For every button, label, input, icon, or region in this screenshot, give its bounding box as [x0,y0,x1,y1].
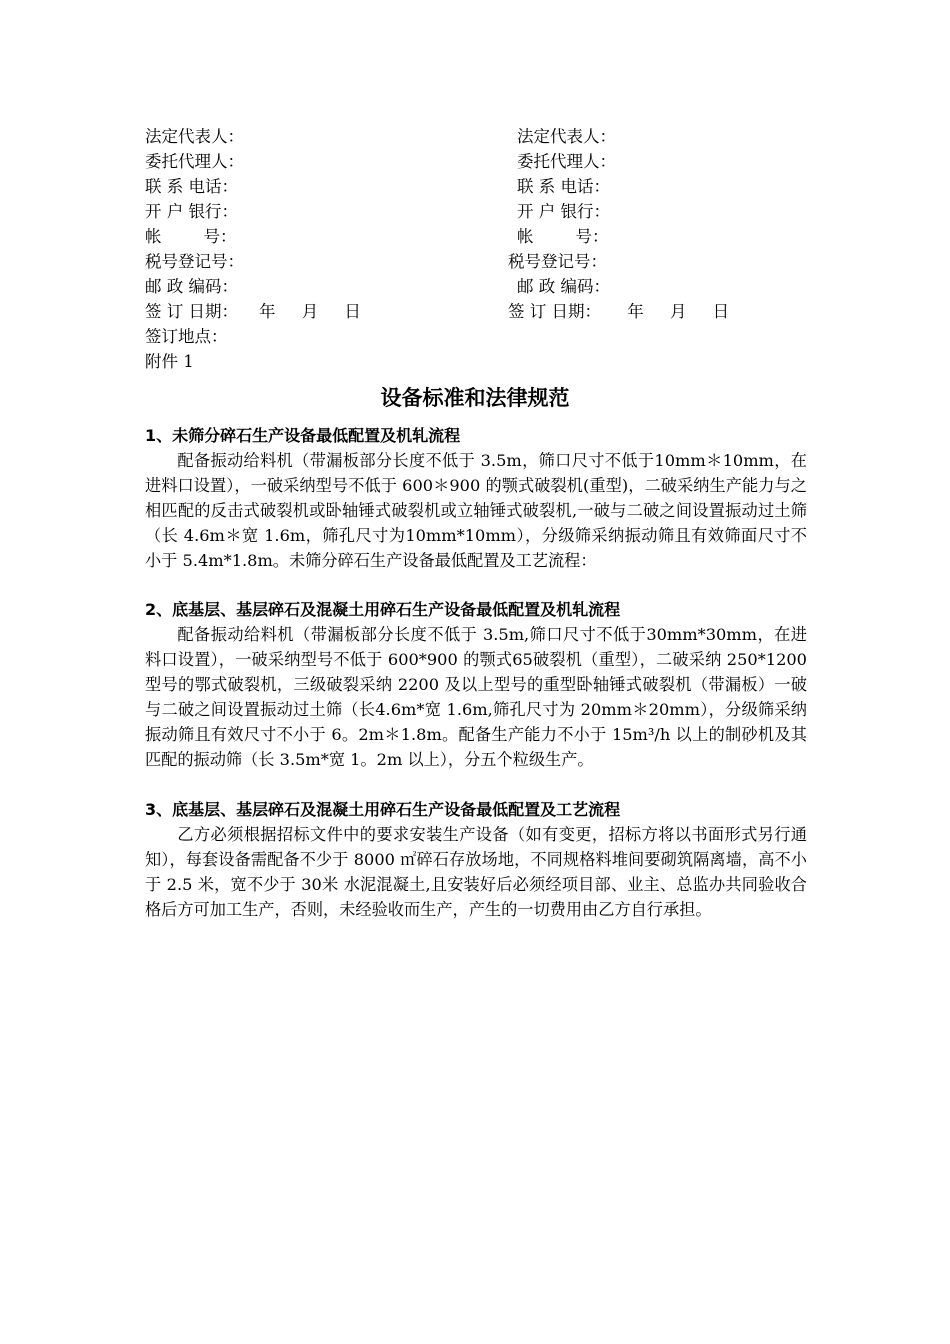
left-legal-rep-label: 法定代表人： [145,127,244,146]
document-title: 设备标准和法律规范 [380,386,570,410]
right-phone-label: 联 系 电话： [517,177,610,196]
left-account-label: 帐 号： [145,227,237,246]
section-3-body: 乙方必须根据招标文件中的要求安装生产设备（如有变更，招标方将以书面形式另行通知），每套设备需配备不少于 8000 ㎡碎石存放场地，不同规格料堆间要砌筑隔离墙，高不小于 2.5 米，宽不少于 30米 水泥混凝土,且安装好后必须经项目部、业主、总监办共同验收合格后方可加工生产，否则，未经验收而生产，产生的一切费用由乙方自行承担。 [145,825,807,919]
section-2-body: 配备振动给料机（带漏板部分长度不低于 3.5m,筛口尺寸不低于30mm*30mm，在进料口设置），一破采纳型号不低于 600*900 的颚式65破裂机（重型），二破采纳 250*1200 型号的鄂式破裂机，三级破裂采纳 2200 及以上型号的重型卧轴锤式破裂机（带漏板）一破与二破之间设置振动过土筛（长4.6m*宽 1.6m,筛孔尺寸为 20mm＊20mm），分级筛采纳振动筛且有效尺寸不小于 6。2m＊1.8m。配备生产能力不小于 15m³/h 以上的制砂机及其匹配的振动筛（长 3.5m*宽 1。2m 以上），分五个粒级生产。 [145,625,807,769]
left-bank-label: 开 户 银行： [145,202,238,221]
left-tax-label: 税号登记号： [145,252,244,271]
right-date-label: 签 订 日期： 年 月 日 [508,302,730,321]
right-legal-rep-label: 法定代表人： [517,127,616,146]
left-place-label: 签订地点： [145,327,228,346]
section-1-body: 配备振动给料机（带漏板部分长度不低于 3.5m，筛口尺寸不低于10mm＊10mm，在进料口设置），一破采纳型号不低于 600＊900 的颚式破裂机(重型)，二破采纳生产能力与之相匹配的反击式破裂机或卧轴锤式破裂机或立轴锤式破裂机,一破与二破之间设置振动过土筛（长 4.6m＊宽 1.6m，筛孔尺寸为10mm*10mm），分级筛采纳振动筛且有效筛面尺寸不小于 5.4m*1.8m。未筛分碎石生产设备最低配置及工艺流程： [145,451,807,570]
right-agent-label: 委托代理人： [517,152,616,171]
right-tax-label: 税号登记号： [508,252,607,271]
attachment-label: 附件 1 [145,352,194,371]
right-bank-label: 开 户 银行： [517,202,610,221]
right-account-label: 帐 号： [517,227,609,246]
section-2-heading: 2、底基层、基层碎石及混凝土用碎石生产设备最低配置及机轧流程 [145,600,621,619]
left-agent-label: 委托代理人： [145,152,244,171]
left-phone-label: 联 系 电话： [145,177,238,196]
left-postal-label: 邮 政 编码： [145,277,238,296]
left-date-label: 签 订 日期： 年 月 日 [145,302,361,321]
section-1-heading: 1、未筛分碎石生产设备最低配置及机轧流程 [145,426,461,445]
right-postal-label: 邮 政 编码： [517,277,610,296]
section-3-heading: 3、底基层、基层碎石及混凝土用碎石生产设备最低配置及工艺流程 [145,800,621,819]
